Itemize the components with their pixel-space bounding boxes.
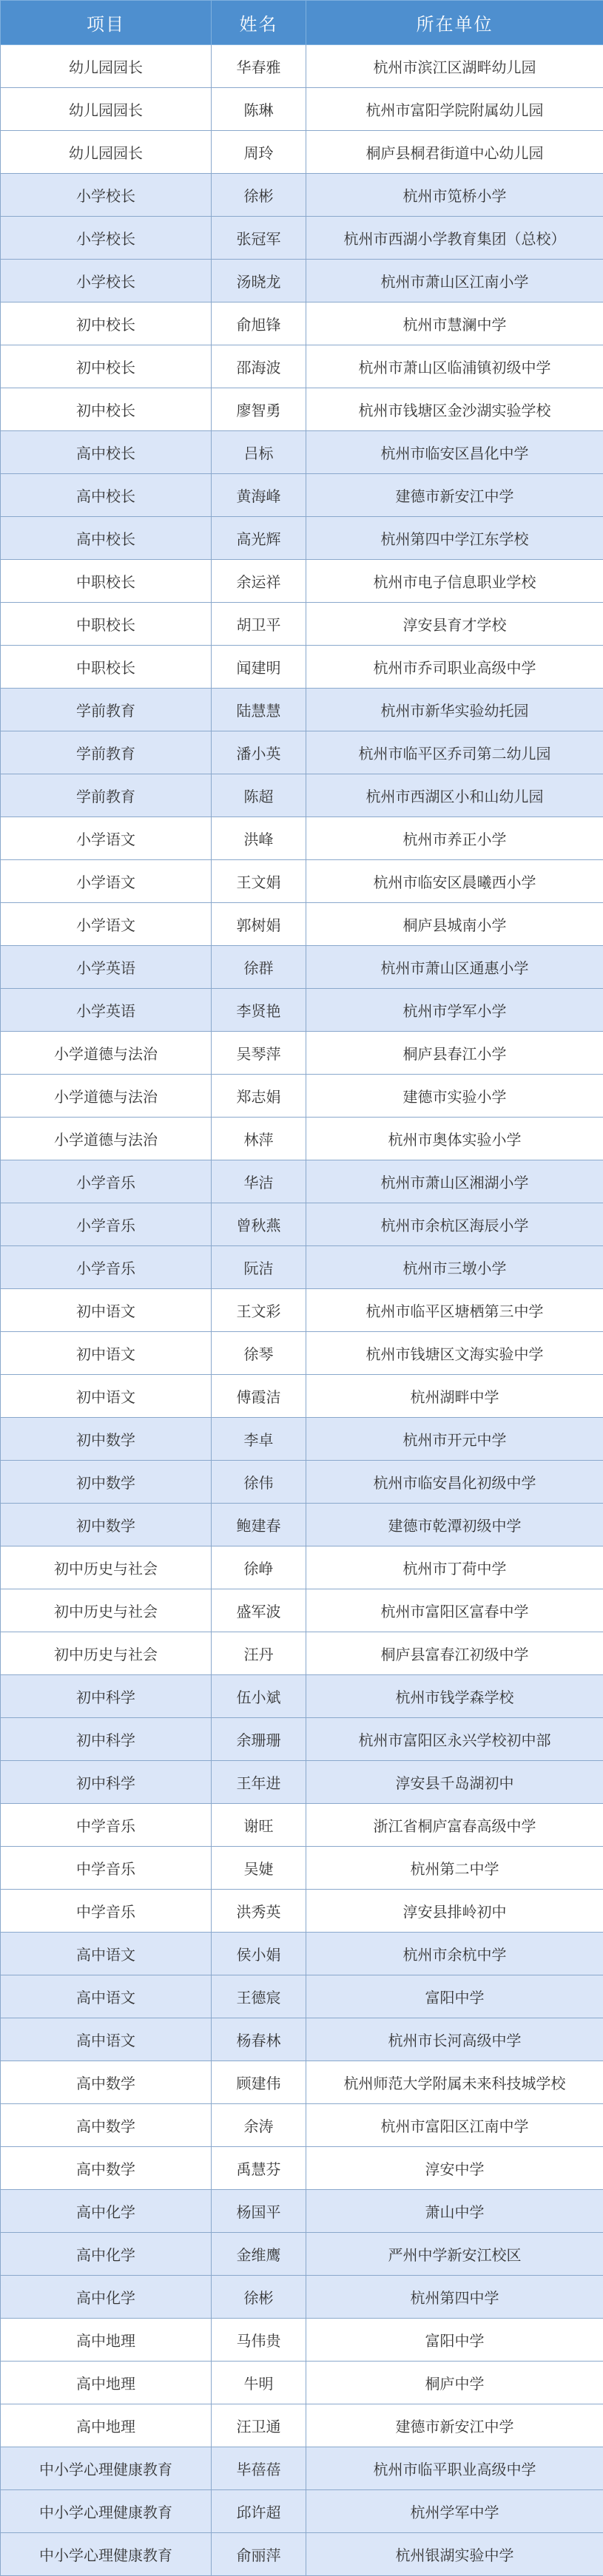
cell-unit: 杭州市学军小学 [306, 989, 603, 1032]
cell-category: 学前教育 [1, 731, 212, 774]
cell-name: 林萍 [212, 1118, 306, 1160]
cell-category: 小学道德与法治 [1, 1118, 212, 1160]
cell-name: 顾建伟 [212, 2061, 306, 2104]
cell-unit: 杭州市萧山区临浦镇初级中学 [306, 345, 603, 388]
cell-name: 胡卫平 [212, 603, 306, 646]
cell-unit: 淳安县排岭初中 [306, 1890, 603, 1933]
cell-unit: 杭州学军中学 [306, 2490, 603, 2533]
cell-name: 汪卫通 [212, 2404, 306, 2447]
cell-name: 潘小英 [212, 731, 306, 774]
cell-name: 伍小斌 [212, 1675, 306, 1718]
cell-category: 初中数学 [1, 1461, 212, 1504]
cell-unit: 杭州市临平区乔司第二幼儿园 [306, 731, 603, 774]
cell-category: 学前教育 [1, 689, 212, 731]
cell-name: 张冠军 [212, 217, 306, 260]
cell-category: 高中化学 [1, 2276, 212, 2319]
table-body [1, 45, 603, 2576]
table-row [1, 946, 603, 989]
cell-name: 吴琴萍 [212, 1032, 306, 1075]
table-row [1, 1761, 603, 1804]
table-row [1, 1589, 603, 1632]
cell-unit: 桐庐县桐君街道中心幼儿园 [306, 131, 603, 174]
cell-category: 小学道德与法治 [1, 1075, 212, 1118]
cell-unit: 萧山中学 [306, 2190, 603, 2233]
table-row [1, 388, 603, 431]
cell-unit: 富阳中学 [306, 1975, 603, 2018]
cell-unit: 杭州市临安区晨曦西小学 [306, 860, 603, 903]
table-row [1, 517, 603, 560]
table-row [1, 731, 603, 774]
cell-category: 初中科学 [1, 1761, 212, 1804]
table-row [1, 1118, 603, 1160]
table-row [1, 1461, 603, 1504]
cell-name: 郭树娟 [212, 903, 306, 946]
cell-category: 初中校长 [1, 345, 212, 388]
cell-unit: 浙江省桐庐富春高级中学 [306, 1804, 603, 1847]
cell-name: 周玲 [212, 131, 306, 174]
cell-unit: 杭州市余杭中学 [306, 1933, 603, 1975]
cell-unit: 杭州市萧山区江南小学 [306, 260, 603, 302]
cell-name: 黄海峰 [212, 474, 306, 517]
table-row [1, 431, 603, 474]
cell-category: 中学音乐 [1, 1890, 212, 1933]
table-row [1, 2233, 603, 2276]
cell-category: 高中数学 [1, 2147, 212, 2190]
table-row [1, 2147, 603, 2190]
cell-unit: 杭州市钱塘区文海实验中学 [306, 1332, 603, 1375]
cell-unit: 杭州市临平区塘栖第三中学 [306, 1289, 603, 1332]
cell-name: 余涛 [212, 2104, 306, 2147]
cell-category: 小学音乐 [1, 1203, 212, 1246]
cell-name: 李卓 [212, 1418, 306, 1461]
cell-name: 徐彬 [212, 2276, 306, 2319]
cell-unit: 杭州市三墩小学 [306, 1246, 603, 1289]
cell-name: 王文娟 [212, 860, 306, 903]
cell-category: 高中语文 [1, 1933, 212, 1975]
cell-category: 小学英语 [1, 946, 212, 989]
cell-category: 学前教育 [1, 774, 212, 817]
cell-category: 中小学心理健康教育 [1, 2447, 212, 2490]
cell-unit: 淳安中学 [306, 2147, 603, 2190]
cell-category: 中小学心理健康教育 [1, 2533, 212, 2576]
cell-category: 初中科学 [1, 1675, 212, 1718]
cell-name: 俞旭锋 [212, 302, 306, 345]
cell-unit: 桐庐县城南小学 [306, 903, 603, 946]
cell-name: 俞丽萍 [212, 2533, 306, 2576]
cell-category: 高中校长 [1, 474, 212, 517]
cell-category: 小学音乐 [1, 1246, 212, 1289]
table-row [1, 88, 603, 131]
table-row [1, 2319, 603, 2362]
table-row [1, 1332, 603, 1375]
cell-category: 小学音乐 [1, 1160, 212, 1203]
cell-name: 洪秀英 [212, 1890, 306, 1933]
cell-category: 幼儿园园长 [1, 45, 212, 88]
cell-unit: 杭州市奥体实验小学 [306, 1118, 603, 1160]
cell-category: 初中数学 [1, 1418, 212, 1461]
cell-name: 王年进 [212, 1761, 306, 1804]
table-row [1, 45, 603, 88]
cell-category: 高中数学 [1, 2104, 212, 2147]
cell-name: 郑志娟 [212, 1075, 306, 1118]
table-row [1, 1032, 603, 1075]
cell-unit: 建德市乾潭初级中学 [306, 1504, 603, 1546]
table-row [1, 1246, 603, 1289]
cell-name: 吕标 [212, 431, 306, 474]
cell-category: 初中历史与社会 [1, 1546, 212, 1589]
cell-category: 中学音乐 [1, 1804, 212, 1847]
table-row [1, 774, 603, 817]
cell-category: 初中数学 [1, 1504, 212, 1546]
table-row [1, 2104, 603, 2147]
cell-name: 吴婕 [212, 1847, 306, 1890]
cell-name: 金维鹰 [212, 2233, 306, 2276]
table-row [1, 903, 603, 946]
table-row [1, 860, 603, 903]
table-row [1, 1289, 603, 1332]
cell-unit: 杭州市西湖区小和山幼儿园 [306, 774, 603, 817]
cell-name: 华洁 [212, 1160, 306, 1203]
cell-unit: 杭州市滨江区湖畔幼儿园 [306, 45, 603, 88]
cell-category: 高中数学 [1, 2061, 212, 2104]
cell-name: 汪丹 [212, 1632, 306, 1675]
table-row [1, 174, 603, 217]
cell-category: 小学英语 [1, 989, 212, 1032]
table-row [1, 1160, 603, 1203]
cell-category: 中职校长 [1, 560, 212, 603]
cell-unit: 杭州银湖实验中学 [306, 2533, 603, 2576]
cell-unit: 建德市新安江中学 [306, 2404, 603, 2447]
cell-name: 闻建明 [212, 646, 306, 689]
cell-name: 牛明 [212, 2362, 306, 2404]
table-row [1, 345, 603, 388]
cell-unit: 淳安县育才学校 [306, 603, 603, 646]
table-row [1, 1418, 603, 1461]
table-row [1, 302, 603, 345]
cell-name: 禹慧芬 [212, 2147, 306, 2190]
table-row [1, 474, 603, 517]
cell-unit: 桐庐县富春江初级中学 [306, 1632, 603, 1675]
cell-category: 初中科学 [1, 1718, 212, 1761]
cell-unit: 富阳中学 [306, 2319, 603, 2362]
table-row [1, 989, 603, 1032]
table-row [1, 1632, 603, 1675]
cell-unit: 杭州第二中学 [306, 1847, 603, 1890]
table-row [1, 2190, 603, 2233]
cell-category: 中职校长 [1, 646, 212, 689]
cell-name: 高光辉 [212, 517, 306, 560]
cell-category: 小学道德与法治 [1, 1032, 212, 1075]
cell-name: 马伟贵 [212, 2319, 306, 2362]
cell-name: 徐琴 [212, 1332, 306, 1375]
cell-category: 幼儿园园长 [1, 131, 212, 174]
cell-category: 初中语文 [1, 1289, 212, 1332]
cell-name: 李贤艳 [212, 989, 306, 1032]
cell-category: 初中语文 [1, 1375, 212, 1418]
cell-unit: 杭州市养正小学 [306, 817, 603, 860]
table-row [1, 2533, 603, 2576]
cell-name: 谢旺 [212, 1804, 306, 1847]
cell-name: 杨春林 [212, 2018, 306, 2061]
cell-name: 曾秋燕 [212, 1203, 306, 1246]
cell-name: 廖智勇 [212, 388, 306, 431]
cell-name: 华春雅 [212, 45, 306, 88]
cell-category: 初中历史与社会 [1, 1632, 212, 1675]
cell-unit: 杭州市萧山区通惠小学 [306, 946, 603, 989]
table-row [1, 1203, 603, 1246]
cell-category: 高中化学 [1, 2190, 212, 2233]
cell-name: 徐群 [212, 946, 306, 989]
cell-name: 傅霞洁 [212, 1375, 306, 1418]
cell-unit: 杭州市萧山区湘湖小学 [306, 1160, 603, 1203]
cell-name: 王文彩 [212, 1289, 306, 1332]
cell-name: 汤晓龙 [212, 260, 306, 302]
cell-category: 初中历史与社会 [1, 1589, 212, 1632]
cell-name: 陈超 [212, 774, 306, 817]
cell-unit: 淳安县千岛湖初中 [306, 1761, 603, 1804]
cell-category: 高中语文 [1, 1975, 212, 2018]
cell-category: 高中地理 [1, 2362, 212, 2404]
cell-unit: 杭州湖畔中学 [306, 1375, 603, 1418]
cell-name: 洪峰 [212, 817, 306, 860]
header-category: 项目 [1, 1, 212, 45]
table-row [1, 217, 603, 260]
cell-unit: 杭州市开元中学 [306, 1418, 603, 1461]
table-row [1, 2018, 603, 2061]
cell-name: 陆慧慧 [212, 689, 306, 731]
table-row [1, 2276, 603, 2319]
cell-unit: 杭州第四中学江东学校 [306, 517, 603, 560]
table-row [1, 1504, 603, 1546]
header-unit: 所在单位 [306, 1, 603, 45]
cell-unit: 杭州市长河高级中学 [306, 2018, 603, 2061]
table-row [1, 560, 603, 603]
table-row [1, 646, 603, 689]
cell-unit: 杭州市临平职业高级中学 [306, 2447, 603, 2490]
table-row [1, 2362, 603, 2404]
cell-category: 中职校长 [1, 603, 212, 646]
cell-unit: 建德市新安江中学 [306, 474, 603, 517]
cell-category: 高中化学 [1, 2233, 212, 2276]
cell-unit: 杭州市富阳区富春中学 [306, 1589, 603, 1632]
cell-unit: 杭州市富阳区江南中学 [306, 2104, 603, 2147]
cell-unit: 杭州市西湖小学教育集团（总校） [306, 217, 603, 260]
cell-unit: 桐庐中学 [306, 2362, 603, 2404]
table-row [1, 1075, 603, 1118]
cell-name: 徐彬 [212, 174, 306, 217]
header-name: 姓名 [212, 1, 306, 45]
cell-name: 余珊珊 [212, 1718, 306, 1761]
table-row [1, 260, 603, 302]
cell-unit: 杭州市富阳区永兴学校初中部 [306, 1718, 603, 1761]
cell-unit: 桐庐县春江小学 [306, 1032, 603, 1075]
table-row [1, 817, 603, 860]
cell-unit: 杭州市丁荷中学 [306, 1546, 603, 1589]
cell-category: 中小学心理健康教育 [1, 2490, 212, 2533]
cell-category: 高中校长 [1, 517, 212, 560]
cell-category: 中学音乐 [1, 1847, 212, 1890]
cell-category: 幼儿园园长 [1, 88, 212, 131]
cell-unit: 杭州市新华实验幼托园 [306, 689, 603, 731]
cell-unit: 严州中学新安江校区 [306, 2233, 603, 2276]
table-row [1, 2447, 603, 2490]
cell-unit: 杭州市电子信息职业学校 [306, 560, 603, 603]
cell-name: 盛军波 [212, 1589, 306, 1632]
table-row [1, 1546, 603, 1589]
cell-unit: 杭州市临安昌化初级中学 [306, 1461, 603, 1504]
table-row [1, 1933, 603, 1975]
table-row [1, 1975, 603, 2018]
cell-name: 王德宸 [212, 1975, 306, 2018]
cell-unit: 杭州市钱塘区金沙湖实验学校 [306, 388, 603, 431]
cell-category: 小学校长 [1, 260, 212, 302]
cell-category: 小学校长 [1, 217, 212, 260]
cell-name: 徐峥 [212, 1546, 306, 1589]
table-row [1, 131, 603, 174]
cell-unit: 杭州市钱学森学校 [306, 1675, 603, 1718]
cell-unit: 杭州师范大学附属未来科技城学校 [306, 2061, 603, 2104]
cell-category: 初中语文 [1, 1332, 212, 1375]
cell-name: 毕蓓蓓 [212, 2447, 306, 2490]
table-row [1, 1675, 603, 1718]
cell-name: 余运祥 [212, 560, 306, 603]
cell-name: 邵海波 [212, 345, 306, 388]
cell-category: 高中地理 [1, 2319, 212, 2362]
cell-category: 小学语文 [1, 817, 212, 860]
cell-name: 邱许超 [212, 2490, 306, 2533]
cell-name: 侯小娟 [212, 1933, 306, 1975]
cell-category: 初中校长 [1, 388, 212, 431]
cell-unit: 杭州市乔司职业高级中学 [306, 646, 603, 689]
cell-unit: 杭州市笕桥小学 [306, 174, 603, 217]
cell-name: 鲍建春 [212, 1504, 306, 1546]
table-row [1, 689, 603, 731]
cell-name: 徐伟 [212, 1461, 306, 1504]
cell-category: 高中地理 [1, 2404, 212, 2447]
cell-category: 小学校长 [1, 174, 212, 217]
cell-category: 初中校长 [1, 302, 212, 345]
cell-unit: 杭州市临安区昌化中学 [306, 431, 603, 474]
cell-unit: 杭州市富阳学院附属幼儿园 [306, 88, 603, 131]
cell-unit: 杭州市余杭区海辰小学 [306, 1203, 603, 1246]
cell-name: 阮洁 [212, 1246, 306, 1289]
cell-category: 小学语文 [1, 860, 212, 903]
cell-name: 陈琳 [212, 88, 306, 131]
table-row [1, 1804, 603, 1847]
table-row [1, 1375, 603, 1418]
cell-category: 小学语文 [1, 903, 212, 946]
table-row [1, 1890, 603, 1933]
table-header-row [1, 1, 603, 45]
table-row [1, 2490, 603, 2533]
cell-category: 高中校长 [1, 431, 212, 474]
cell-unit: 杭州第四中学 [306, 2276, 603, 2319]
table-row [1, 1847, 603, 1890]
table-row [1, 603, 603, 646]
table-row [1, 2404, 603, 2447]
cell-unit: 建德市实验小学 [306, 1075, 603, 1118]
cell-name: 杨国平 [212, 2190, 306, 2233]
cell-unit: 杭州市慧澜中学 [306, 302, 603, 345]
cell-category: 高中语文 [1, 2018, 212, 2061]
table-row [1, 2061, 603, 2104]
table-row [1, 1718, 603, 1761]
